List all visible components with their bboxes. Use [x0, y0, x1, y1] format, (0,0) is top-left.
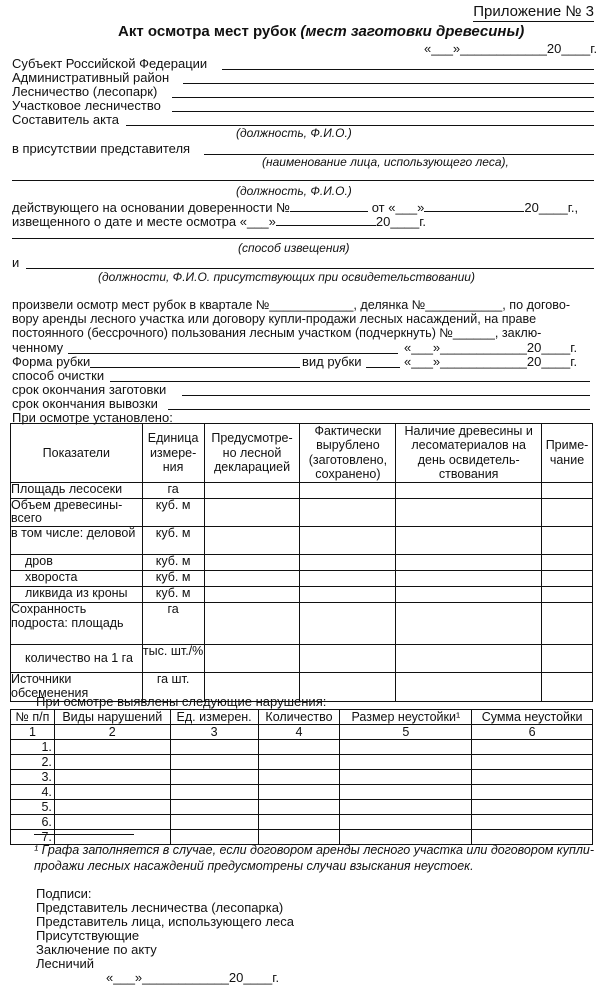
- col-number: 1: [11, 725, 55, 740]
- cell[interactable]: [396, 571, 542, 587]
- document-title: [118, 24, 524, 39]
- proxy-label: [12, 201, 578, 214]
- district-label: Административный район: [12, 70, 170, 85]
- cell[interactable]: [396, 482, 542, 498]
- violations-title: При осмотре выявлены следующие нарушения:: [36, 694, 327, 709]
- table-row: [11, 645, 593, 673]
- cleaning-input-line[interactable]: [110, 381, 590, 382]
- cell[interactable]: [396, 645, 542, 673]
- table-row: [11, 571, 593, 587]
- cell[interactable]: [54, 815, 170, 830]
- established-label: При осмотре установлено:: [12, 410, 173, 425]
- notified-text-a: извещенного о дате и месте осмотра «___»: [12, 214, 276, 229]
- sig-user-rep: Представитель лица, использующего леса: [36, 914, 294, 929]
- cell[interactable]: [258, 755, 340, 770]
- paragraph-line-1: произвели осмотр мест рубок в квартале №____________, делянка №___________, по догово-: [12, 298, 571, 312]
- cell[interactable]: [258, 815, 340, 830]
- row-unit: куб. м: [142, 498, 204, 527]
- title-main: Акт осмотра мест рубок: [118, 23, 297, 40]
- col-actual: Фактически вырублено (заготовлено, сохранено): [300, 424, 396, 483]
- col-declared: Предусмотре-но лесной декларацией: [204, 424, 300, 483]
- cell[interactable]: [542, 603, 593, 645]
- row-label: Объем древесины-всего: [11, 498, 143, 527]
- row-unit: га: [142, 482, 204, 498]
- cell[interactable]: [300, 645, 396, 673]
- col-note: Приме-чание: [542, 424, 593, 483]
- col-number: 5: [340, 725, 472, 740]
- cell[interactable]: [542, 645, 593, 673]
- row-number: 3.: [11, 770, 55, 785]
- cell[interactable]: [258, 770, 340, 785]
- position-input-line[interactable]: [12, 180, 594, 181]
- proxy-text-b: от «___»: [371, 200, 425, 215]
- cell[interactable]: [54, 755, 170, 770]
- cell[interactable]: [340, 770, 472, 785]
- table-row: [11, 587, 593, 603]
- harvest-end-label: срок окончания заготовки: [12, 382, 167, 397]
- cell[interactable]: [340, 785, 472, 800]
- position-caption-2: (должность, Ф.И.О.): [236, 184, 352, 198]
- cell[interactable]: [204, 587, 300, 603]
- cell[interactable]: [300, 482, 396, 498]
- cell[interactable]: [204, 645, 300, 673]
- sig-conclusion: Заключение по акту: [36, 942, 157, 957]
- title-sub: (мест заготовки древесины): [300, 23, 525, 40]
- removal-end-input-line[interactable]: [168, 409, 590, 410]
- proxy-date-line[interactable]: [424, 211, 524, 212]
- sig-forester: Лесничий: [36, 956, 94, 971]
- method-input-line[interactable]: [12, 238, 594, 239]
- row-number: 4.: [11, 785, 55, 800]
- cell[interactable]: [396, 527, 542, 555]
- col-number-row: [11, 725, 593, 740]
- notified-date-line[interactable]: [276, 225, 376, 226]
- cell[interactable]: [340, 755, 472, 770]
- row-label: ликвида из кроны: [11, 587, 143, 603]
- table-row: [11, 815, 593, 830]
- table-row: [11, 800, 593, 815]
- row-number: 2.: [11, 755, 55, 770]
- paragraph-line-2: вору аренды лесного участка или договору купли-продажи лесных насаждений, на праве: [12, 312, 537, 326]
- col-kind: Виды нарушений: [54, 710, 170, 725]
- col-number: 4: [258, 725, 340, 740]
- cell[interactable]: [396, 603, 542, 645]
- table-row: [11, 527, 593, 555]
- row-number: 1.: [11, 740, 55, 755]
- signature-date: «___»____________20____г.: [106, 970, 280, 985]
- cell[interactable]: [340, 800, 472, 815]
- cell[interactable]: [170, 740, 258, 755]
- col-qty: Количество: [258, 710, 340, 725]
- form-input-line[interactable]: [90, 367, 300, 368]
- header-date: «___»____________20____г.: [424, 41, 598, 56]
- table-row: [11, 482, 593, 498]
- row-label: Площадь лесосеки: [11, 482, 143, 498]
- paragraph-line-4: ченному: [12, 340, 64, 355]
- row-unit: куб. м: [142, 587, 204, 603]
- cell[interactable]: [258, 785, 340, 800]
- position-caption: (должность, Ф.И.О.): [236, 126, 352, 140]
- cell[interactable]: [472, 800, 593, 815]
- cell[interactable]: [396, 498, 542, 527]
- cell[interactable]: [300, 571, 396, 587]
- col-unit: Ед. измерен.: [170, 710, 258, 725]
- cell[interactable]: [340, 815, 472, 830]
- paragraph-line-3: постоянного (бессрочного) пользования лесным участком (подчеркнуть) №______, заклю-: [12, 326, 542, 340]
- sig-present: Присутствующие: [36, 928, 140, 943]
- cell[interactable]: [170, 800, 258, 815]
- col-unit: Единица измере-ния: [142, 424, 204, 483]
- cell[interactable]: [204, 482, 300, 498]
- cell[interactable]: [472, 755, 593, 770]
- cell[interactable]: [258, 800, 340, 815]
- table-row: [11, 603, 593, 645]
- cell[interactable]: [300, 555, 396, 571]
- cell[interactable]: [472, 785, 593, 800]
- cell[interactable]: [204, 571, 300, 587]
- author-input-line[interactable]: [126, 125, 594, 126]
- row-label: хвороста: [11, 571, 143, 587]
- row-label: в том числе: деловой: [11, 527, 143, 555]
- cell[interactable]: [54, 770, 170, 785]
- cell[interactable]: [204, 555, 300, 571]
- cell[interactable]: [542, 673, 593, 702]
- cell[interactable]: [170, 815, 258, 830]
- row-label: количество на 1 га: [11, 645, 143, 673]
- row-number: 6.: [11, 815, 55, 830]
- form-label: Форма рубки: [12, 354, 91, 369]
- kind-label: вид рубки: [302, 354, 362, 369]
- cell[interactable]: [472, 740, 593, 755]
- user-name-caption: (наименование лица, использующего леса),: [262, 155, 509, 169]
- forestry-input-line[interactable]: [172, 97, 594, 98]
- cell[interactable]: [542, 587, 593, 603]
- method-caption: (способ извещения): [238, 241, 350, 255]
- violations-table: [10, 709, 593, 845]
- presence-label: в присутствии представителя: [12, 141, 191, 156]
- table-row: [11, 498, 593, 527]
- col-number: 6: [472, 725, 593, 740]
- row-unit: га шт.: [142, 673, 204, 702]
- sig-forestry-rep: Представитель лесничества (лесопарка): [36, 900, 284, 915]
- row-label: Источники обсеменения: [11, 673, 143, 702]
- cell[interactable]: [54, 800, 170, 815]
- proxy-number-line[interactable]: [290, 211, 368, 212]
- subject-input-line[interactable]: [222, 69, 594, 70]
- signatures-title: Подписи:: [36, 886, 92, 901]
- inspection-table: [10, 423, 593, 702]
- table-row: [11, 770, 593, 785]
- present-caption: (должности, Ф.И.О. присутствующих при освидетельствовании): [98, 270, 475, 284]
- subject-label: Субъект Российской Федерации: [12, 56, 208, 71]
- row-unit: куб. м: [142, 555, 204, 571]
- district-input-line[interactable]: [183, 83, 594, 84]
- row-unit: га: [142, 603, 204, 645]
- footnote-divider: [34, 834, 134, 835]
- cell[interactable]: [204, 527, 300, 555]
- table-row: [11, 555, 593, 571]
- row-number: 7.: [11, 830, 55, 845]
- forestry-label: Лесничество (лесопарк): [12, 84, 158, 99]
- cell[interactable]: [300, 587, 396, 603]
- author-label: Составитель акта: [12, 112, 120, 127]
- proxy-text-c: 20____г.,: [524, 200, 579, 215]
- cell[interactable]: [542, 482, 593, 498]
- form-date: «___»____________20____г.: [404, 354, 578, 369]
- row-number: 5.: [11, 800, 55, 815]
- cell[interactable]: [542, 571, 593, 587]
- cell[interactable]: [170, 755, 258, 770]
- cell[interactable]: [542, 498, 593, 527]
- col-sum: Сумма неустойки: [472, 710, 593, 725]
- and-label: и: [12, 255, 20, 270]
- cell[interactable]: [472, 815, 593, 830]
- cell[interactable]: [396, 555, 542, 571]
- cell[interactable]: [54, 785, 170, 800]
- col-available: Наличие древесины и лесоматериалов на день освидетель-ствования: [396, 424, 542, 483]
- appendix-label: Приложение № 3: [473, 3, 594, 20]
- cell[interactable]: [300, 603, 396, 645]
- cell[interactable]: [300, 498, 396, 527]
- table-row: [11, 785, 593, 800]
- cell[interactable]: [170, 770, 258, 785]
- harvest-end-input-line[interactable]: [182, 395, 590, 396]
- removal-end-label: срок окончания вывозки: [12, 396, 158, 411]
- cell[interactable]: [542, 527, 593, 555]
- cell[interactable]: [300, 527, 396, 555]
- kind-input-line[interactable]: [366, 367, 400, 368]
- col-num: № п/п: [11, 710, 55, 725]
- present-input-line[interactable]: [26, 268, 594, 269]
- local-forestry-label: Участковое лесничество: [12, 98, 161, 113]
- row-unit: куб. м: [142, 571, 204, 587]
- row-label: Сохранность подроста: площадь: [11, 603, 143, 645]
- cell[interactable]: [204, 603, 300, 645]
- col-number: 3: [170, 725, 258, 740]
- proxy-text-a: действующего на основании доверенности №: [12, 200, 291, 215]
- table-row: [11, 755, 593, 770]
- notified-text-b: 20____г.: [375, 214, 427, 229]
- col-number: 2: [54, 725, 170, 740]
- col-penalty: Размер неустойки¹: [340, 710, 472, 725]
- row-label: дров: [11, 555, 143, 571]
- cell[interactable]: [204, 498, 300, 527]
- table-row: [11, 740, 593, 755]
- row-unit: тыс. шт./%: [142, 645, 204, 673]
- local-forestry-input-line[interactable]: [172, 111, 594, 112]
- cell[interactable]: [170, 785, 258, 800]
- cell[interactable]: [396, 673, 542, 702]
- cell[interactable]: [258, 740, 340, 755]
- cell[interactable]: [340, 740, 472, 755]
- notified-label: [12, 215, 426, 228]
- contract-date: «___»____________20____г.: [404, 340, 578, 355]
- row-unit: куб. м: [142, 527, 204, 555]
- footnote: ¹ Графа заполняется в случае, если договором аренды лесного участка или договором купли-продажи лесных насаждений предусмотрены случаи взыскания неустоек.: [34, 843, 595, 874]
- cell[interactable]: [396, 587, 542, 603]
- cell[interactable]: [542, 555, 593, 571]
- cleaning-label: способ очистки: [12, 368, 105, 383]
- col-indicators: Показатели: [11, 424, 143, 483]
- cell[interactable]: [472, 770, 593, 785]
- cell[interactable]: [54, 740, 170, 755]
